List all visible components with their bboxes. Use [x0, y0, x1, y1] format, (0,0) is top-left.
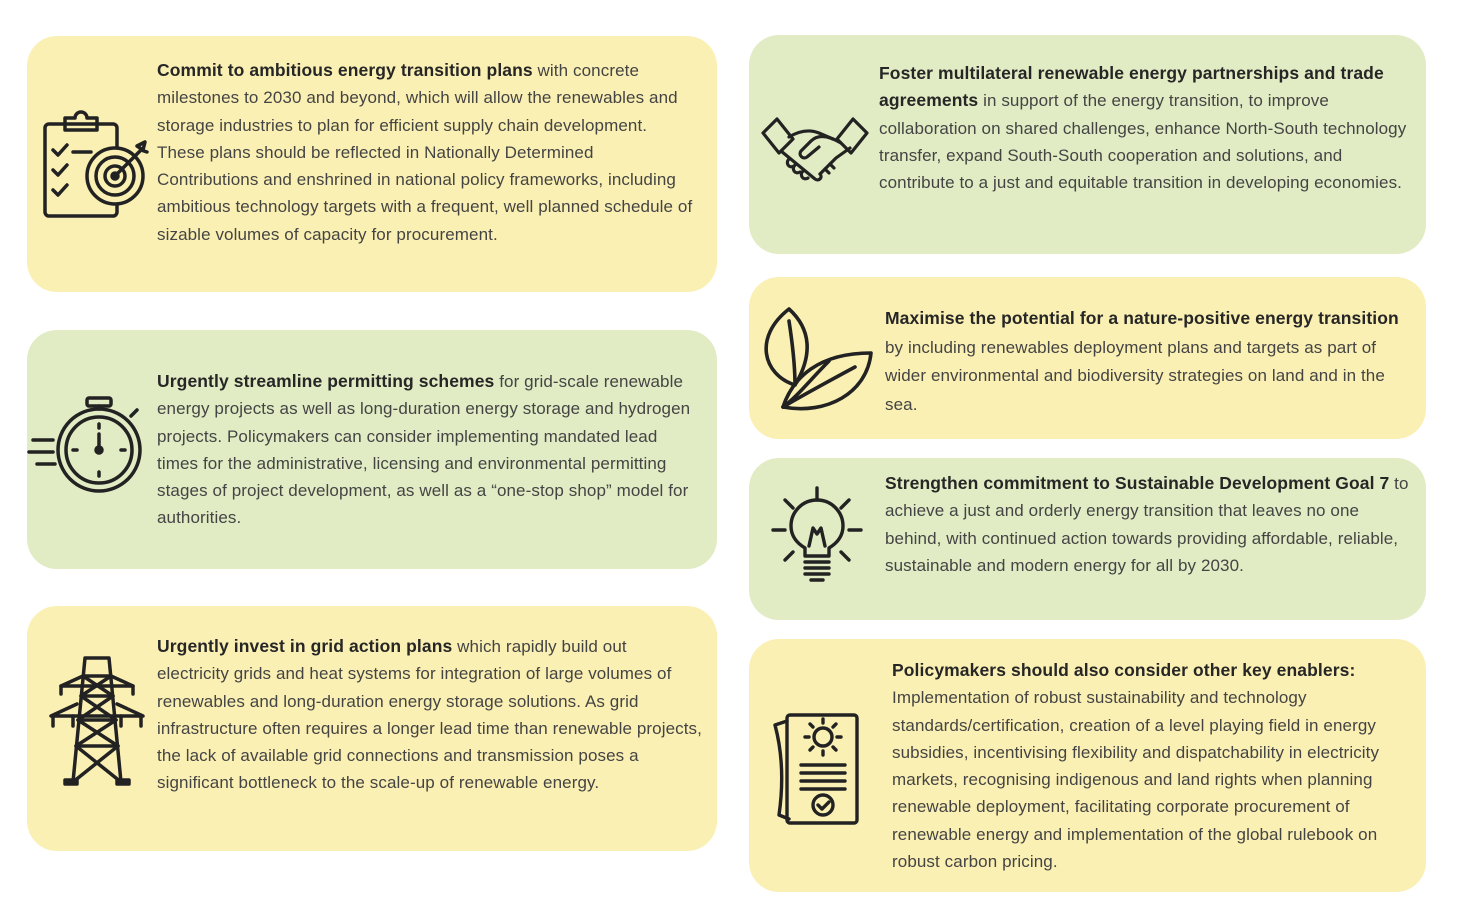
card-body: which rapidly build out electricity grids and heat systems for integration of large volumes of renewables and long-duration energy storage solutions. As grid infrastructure often requires a longer lead time than renewable projects, the lack of available grid connections and transmission poses a significant bottleneck to the scale-up of renewable energy. — [157, 637, 702, 793]
card-grid-action-plans — [27, 606, 717, 851]
card-title: Urgently streamline permitting schemes — [157, 371, 495, 391]
card-body: for grid-scale renewable energy projects as well as long-duration energy storage and hydrogen projects. Policymakers can consider implementing mandated lead times for the administrative, licensing and environmental permitting stages of project development, as well as a “one-stop shop” model for authorities. — [157, 372, 691, 528]
card-body: to achieve a just and orderly energy transition that leaves no one behind, with continued action towards providing affordable, reliable, sustainable and modern energy for all by 2030. — [885, 474, 1409, 575]
card-body: by including renewables deployment plans and targets as part of wider environmental and biodiversity strategies on land and in the sea. — [885, 337, 1385, 414]
card-title: Maximise the potential for a nature-positive energy transition — [885, 308, 1399, 328]
transmission-tower-icon — [47, 654, 147, 786]
card-title: Policymakers should also consider other key enablers: — [892, 660, 1356, 680]
card-key-enablers — [749, 639, 1426, 892]
card-title: Urgently invest in grid action plans — [157, 636, 453, 656]
leaves-icon — [761, 307, 875, 411]
card-permitting-schemes — [27, 330, 717, 569]
stopwatch-icon — [27, 394, 145, 494]
handshake-icon — [759, 111, 871, 191]
clipboard-target-icon — [41, 110, 151, 220]
card-title: Strengthen commitment to Sustainable Development Goal 7 — [885, 473, 1390, 493]
card-sdg7 — [749, 458, 1426, 620]
card-body: Implementation of robust sustainability and technology standards/certification, creation of a level playing field in energy subsidies, incentivising flexibility and dispatchability in electricity markets, recognising indigenous and land rights when planning renewable deployment, facilitating corporate procurement of renewable energy and implementation of the global rulebook on robust carbon pricing. — [892, 688, 1380, 872]
certificate-icon — [771, 709, 863, 827]
card-energy-transition-plans — [27, 36, 717, 292]
card-title: Commit to ambitious energy transition plans — [157, 60, 533, 80]
lightbulb-icon — [771, 486, 863, 584]
card-body: with concrete milestones to 2030 and beyond, which will allow the renewables and storage industries to plan for efficient supply chain development. These plans should be reflected in Nationally Determined Contributions and enshrined in national policy frameworks, including ambitious technology targets with a frequent, well planned schedule of sizable volumes of capacity for procurement. — [157, 61, 693, 244]
card-multilateral-partnerships — [749, 35, 1426, 254]
card-title: Foster multilateral renewable energy partnerships and trade agreements — [879, 63, 1384, 111]
card-body: in support of the energy transition, to improve collaboration on shared challenges, enhance North-South technology transfer, expand South-South cooperation and solutions, and contribute to a just and equitable transition in developing economies. — [879, 91, 1407, 193]
card-nature-positive — [749, 277, 1426, 439]
